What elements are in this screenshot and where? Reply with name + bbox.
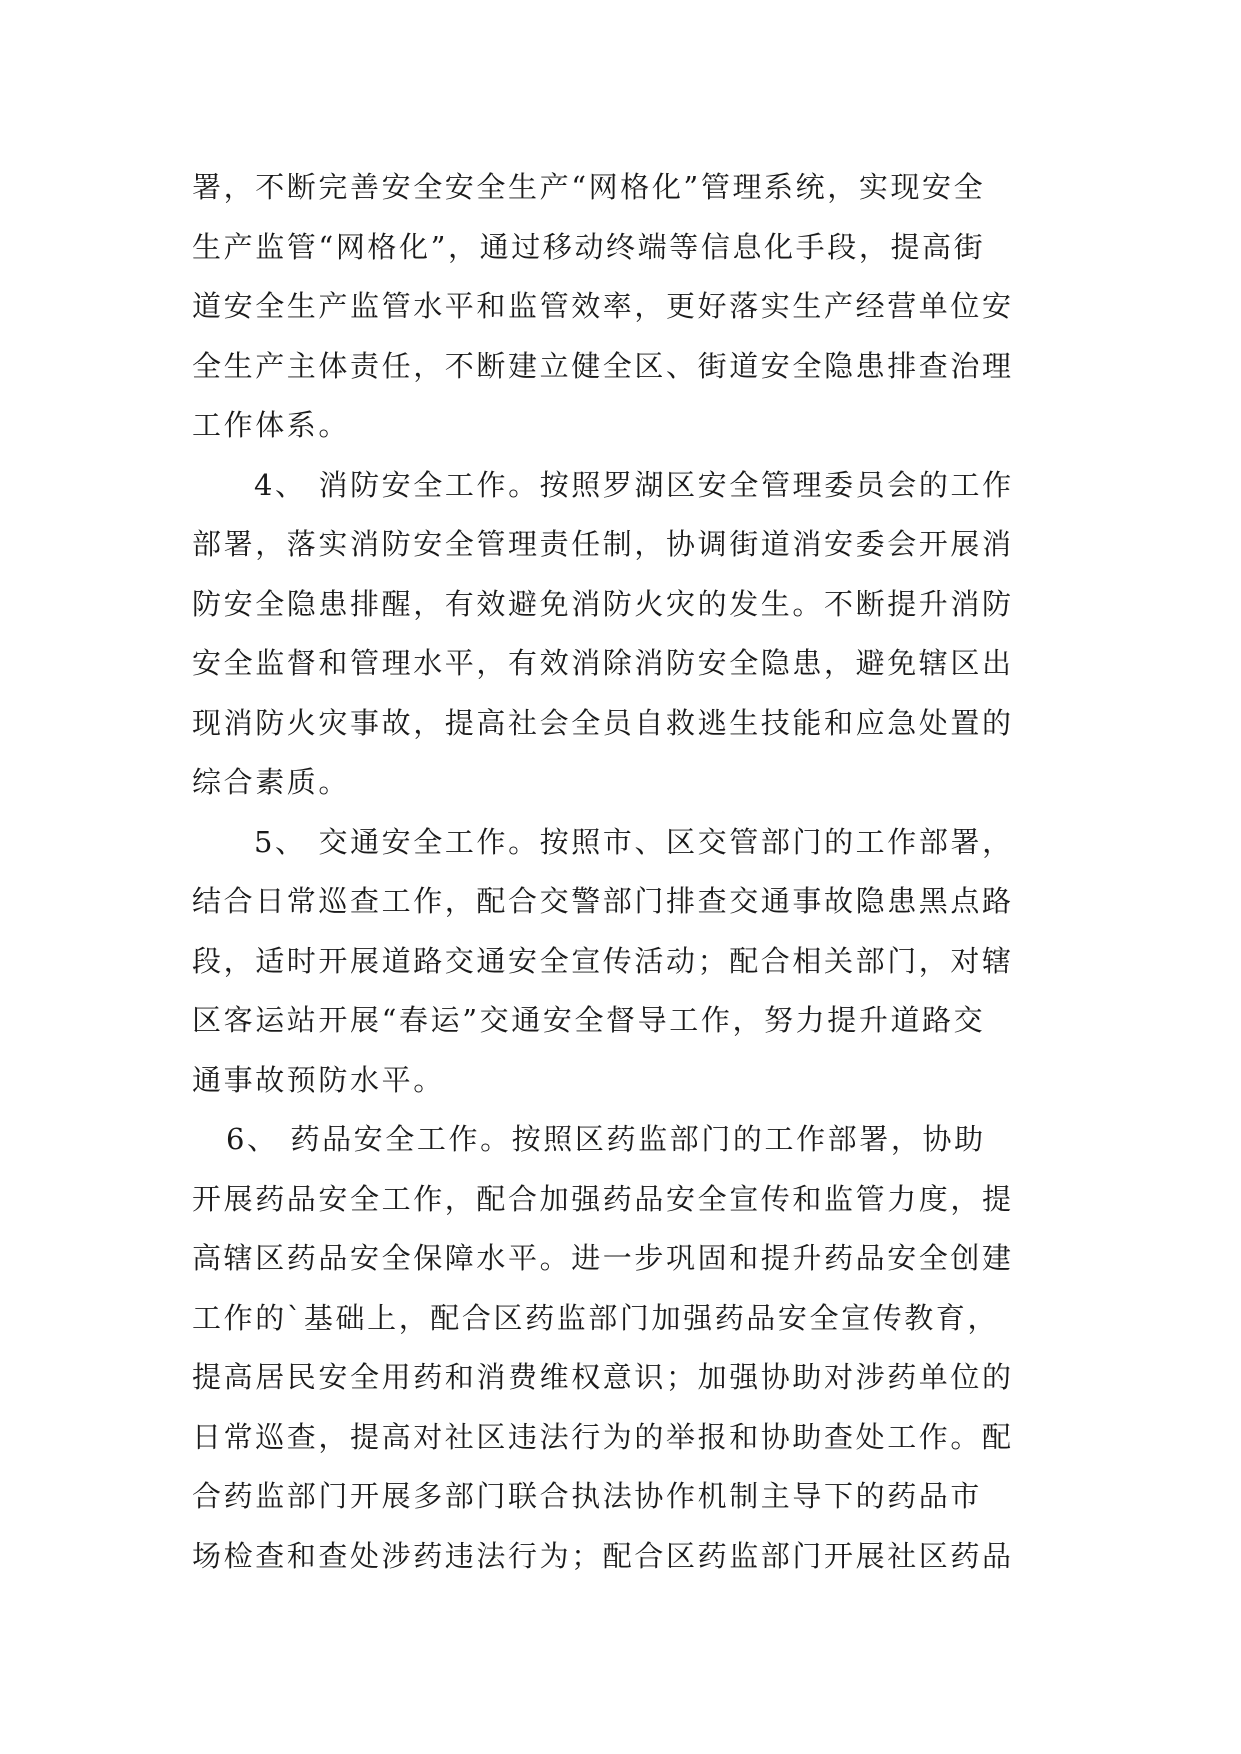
text-line: 4、 消防安全工作。按照罗湖区安全管理委员会的工作 bbox=[254, 467, 1014, 502]
text-line: 区客运站开展“春运”交通安全督导工作，努力提升道路交 bbox=[192, 1003, 986, 1037]
text-line: 防安全隐患排醒，有效避免消防火灾的发生。不断提升消防 bbox=[192, 586, 1014, 621]
text-line: 工作体系。 bbox=[192, 408, 351, 442]
text-line: 生产监管“网格化”，通过移动终端等信息化手段，提高街 bbox=[192, 229, 986, 264]
text-line: 工作的`基础上，配合区药监部门加强药品安全宣传教育， bbox=[192, 1300, 1000, 1335]
paragraph-5-traffic-safety bbox=[192, 813, 1052, 1111]
text-line: 全生产主体责任，不断建立健全区、街道安全隐患排查治理 bbox=[192, 348, 1014, 383]
text-line: 高辖区药品安全保障水平。进一步巩固和提升药品安全创建 bbox=[192, 1241, 1014, 1275]
document-body bbox=[192, 158, 1052, 1586]
text-line: 6、 药品安全工作。按照区药监部门的工作部署，协助 bbox=[226, 1122, 986, 1156]
text-line: 5、 交通安全工作。按照市、区交管部门的工作部署， bbox=[254, 824, 1014, 859]
text-line: 合药监部门开展多部门联合执法协作机制主导下的药品市 bbox=[192, 1479, 983, 1513]
text-line: 部署，落实消防安全管理责任制，协调街道消安委会开展消 bbox=[192, 527, 1014, 561]
paragraph-4-fire-safety bbox=[192, 456, 1052, 813]
text-line: 现消防火灾事故，提高社会全员自救逃生技能和应急处置的 bbox=[192, 705, 1014, 740]
text-line: 日常巡查，提高对社区违法行为的举报和协助查处工作。配 bbox=[192, 1419, 1014, 1454]
paragraph-3-continued bbox=[192, 158, 1052, 456]
text-line: 场检查和查处涉药违法行为；配合区药监部门开展社区药品 bbox=[192, 1538, 1014, 1573]
paragraph-6-drug-safety bbox=[192, 1110, 1052, 1586]
text-line: 提高居民安全用药和消费维权意识；加强协助对涉药单位的 bbox=[192, 1360, 1014, 1394]
text-line: 道安全生产监管水平和监管效率，更好落实生产经营单位安 bbox=[192, 289, 1014, 323]
text-line: 段，适时开展道路交通安全宣传活动；配合相关部门，对辖 bbox=[192, 943, 1014, 978]
text-line: 通事故预防水平。 bbox=[192, 1062, 445, 1097]
text-line: 结合日常巡查工作，配合交警部门排查交通事故隐患黑点路 bbox=[192, 884, 1014, 918]
text-line: 安全监督和管理水平，有效消除消防安全隐患，避免辖区出 bbox=[192, 646, 1014, 680]
text-line: 综合素质。 bbox=[192, 765, 351, 799]
text-line: 开展药品安全工作，配合加强药品安全宣传和监管力度，提 bbox=[192, 1181, 1014, 1216]
text-line: 署，不断完善安全安全生产“网格化”管理系统，实现安全 bbox=[192, 170, 986, 204]
